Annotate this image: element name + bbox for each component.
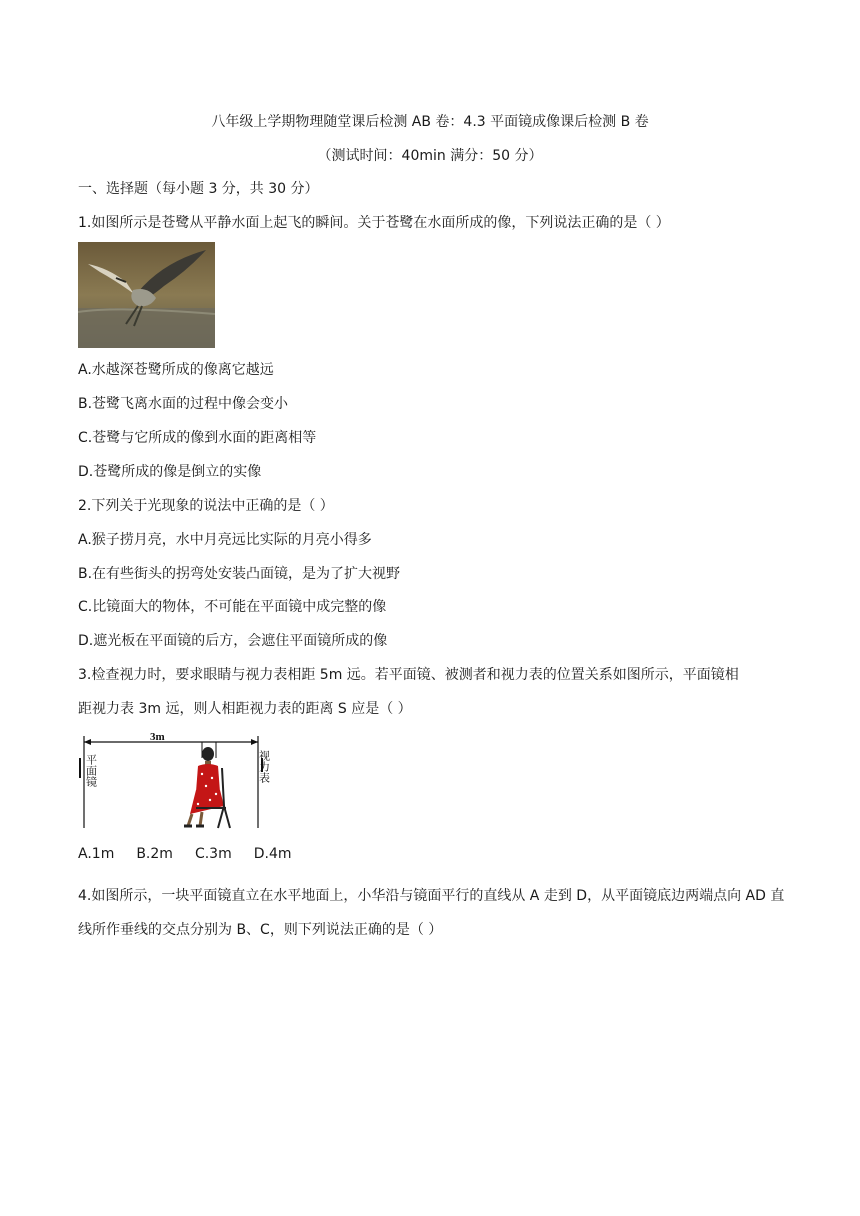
q3-option-b: B.2m bbox=[136, 846, 173, 862]
q3-option-a: A.1m bbox=[78, 846, 115, 862]
eye-test-diagram bbox=[78, 728, 274, 834]
page-subtitle: （测试时间：40min 满分：50 分） bbox=[317, 148, 543, 164]
mirror-label: 平面镜 bbox=[84, 754, 98, 787]
q2-stem: 2.下列关于光现象的说法中正确的是（ ） bbox=[78, 498, 334, 514]
page-title: 八年级上学期物理随堂课后检测 AB 卷：4.3 平面镜成像课后检测 B 卷 bbox=[211, 114, 649, 130]
q1-option-a: A.水越深苍鹭所成的像离它越远 bbox=[78, 362, 274, 378]
q1-option-c: C.苍鹭与它所成的像到水面的距离相等 bbox=[78, 430, 317, 446]
q1-option-d: D.苍鹭所成的像是倒立的实像 bbox=[78, 464, 262, 480]
q2-option-d: D.遮光板在平面镜的后方，会遮住平面镜所成的像 bbox=[78, 633, 388, 649]
q2-option-c: C.比镜面大的物体，不可能在平面镜中成完整的像 bbox=[78, 599, 387, 615]
q3-option-c: C.3m bbox=[194, 846, 232, 862]
q3-stem-line2: 距视力表 3m 远，则人相距视力表的距离 S 应是（ ） bbox=[78, 701, 412, 717]
section-heading: 一、选择题（每小题 3 分，共 30 分） bbox=[78, 181, 319, 197]
q1-stem: 1.如图所示是苍鹭从平静水面上起飞的瞬间。关于苍鹭在水面所成的像，下列说法正确的是（ ） bbox=[78, 215, 670, 231]
distance-label: 3m bbox=[150, 731, 165, 743]
q2-option-a: A.猴子捞月亮，水中月亮远比实际的月亮小得多 bbox=[78, 532, 372, 548]
q3-option-d: D.4m bbox=[253, 846, 292, 862]
heron-photo bbox=[78, 242, 215, 348]
q2-option-b: B.在有些街头的拐弯处安装凸面镜，是为了扩大视野 bbox=[78, 566, 401, 582]
q3-options bbox=[78, 845, 314, 863]
chart-label: 视力表 bbox=[257, 750, 271, 783]
q4-stem: 4.如图所示，一块平面镜直立在水平地面上，小华沿与镜面平行的直线从 A 走到 D，从平面镜底边两端点向 AD 直线所作垂线的交点分别为 B、C，则下列说法正确的是（ ） bbox=[78, 888, 785, 938]
q1-option-b: B.苍鹭飞离水面的过程中像会变小 bbox=[78, 396, 289, 412]
q3-stem-line1: 3.检查视力时，要求眼睛与视力表相距 5m 远。若平面镜、被测者和视力表的位置关系如图所示，平面镜相 bbox=[78, 667, 739, 683]
